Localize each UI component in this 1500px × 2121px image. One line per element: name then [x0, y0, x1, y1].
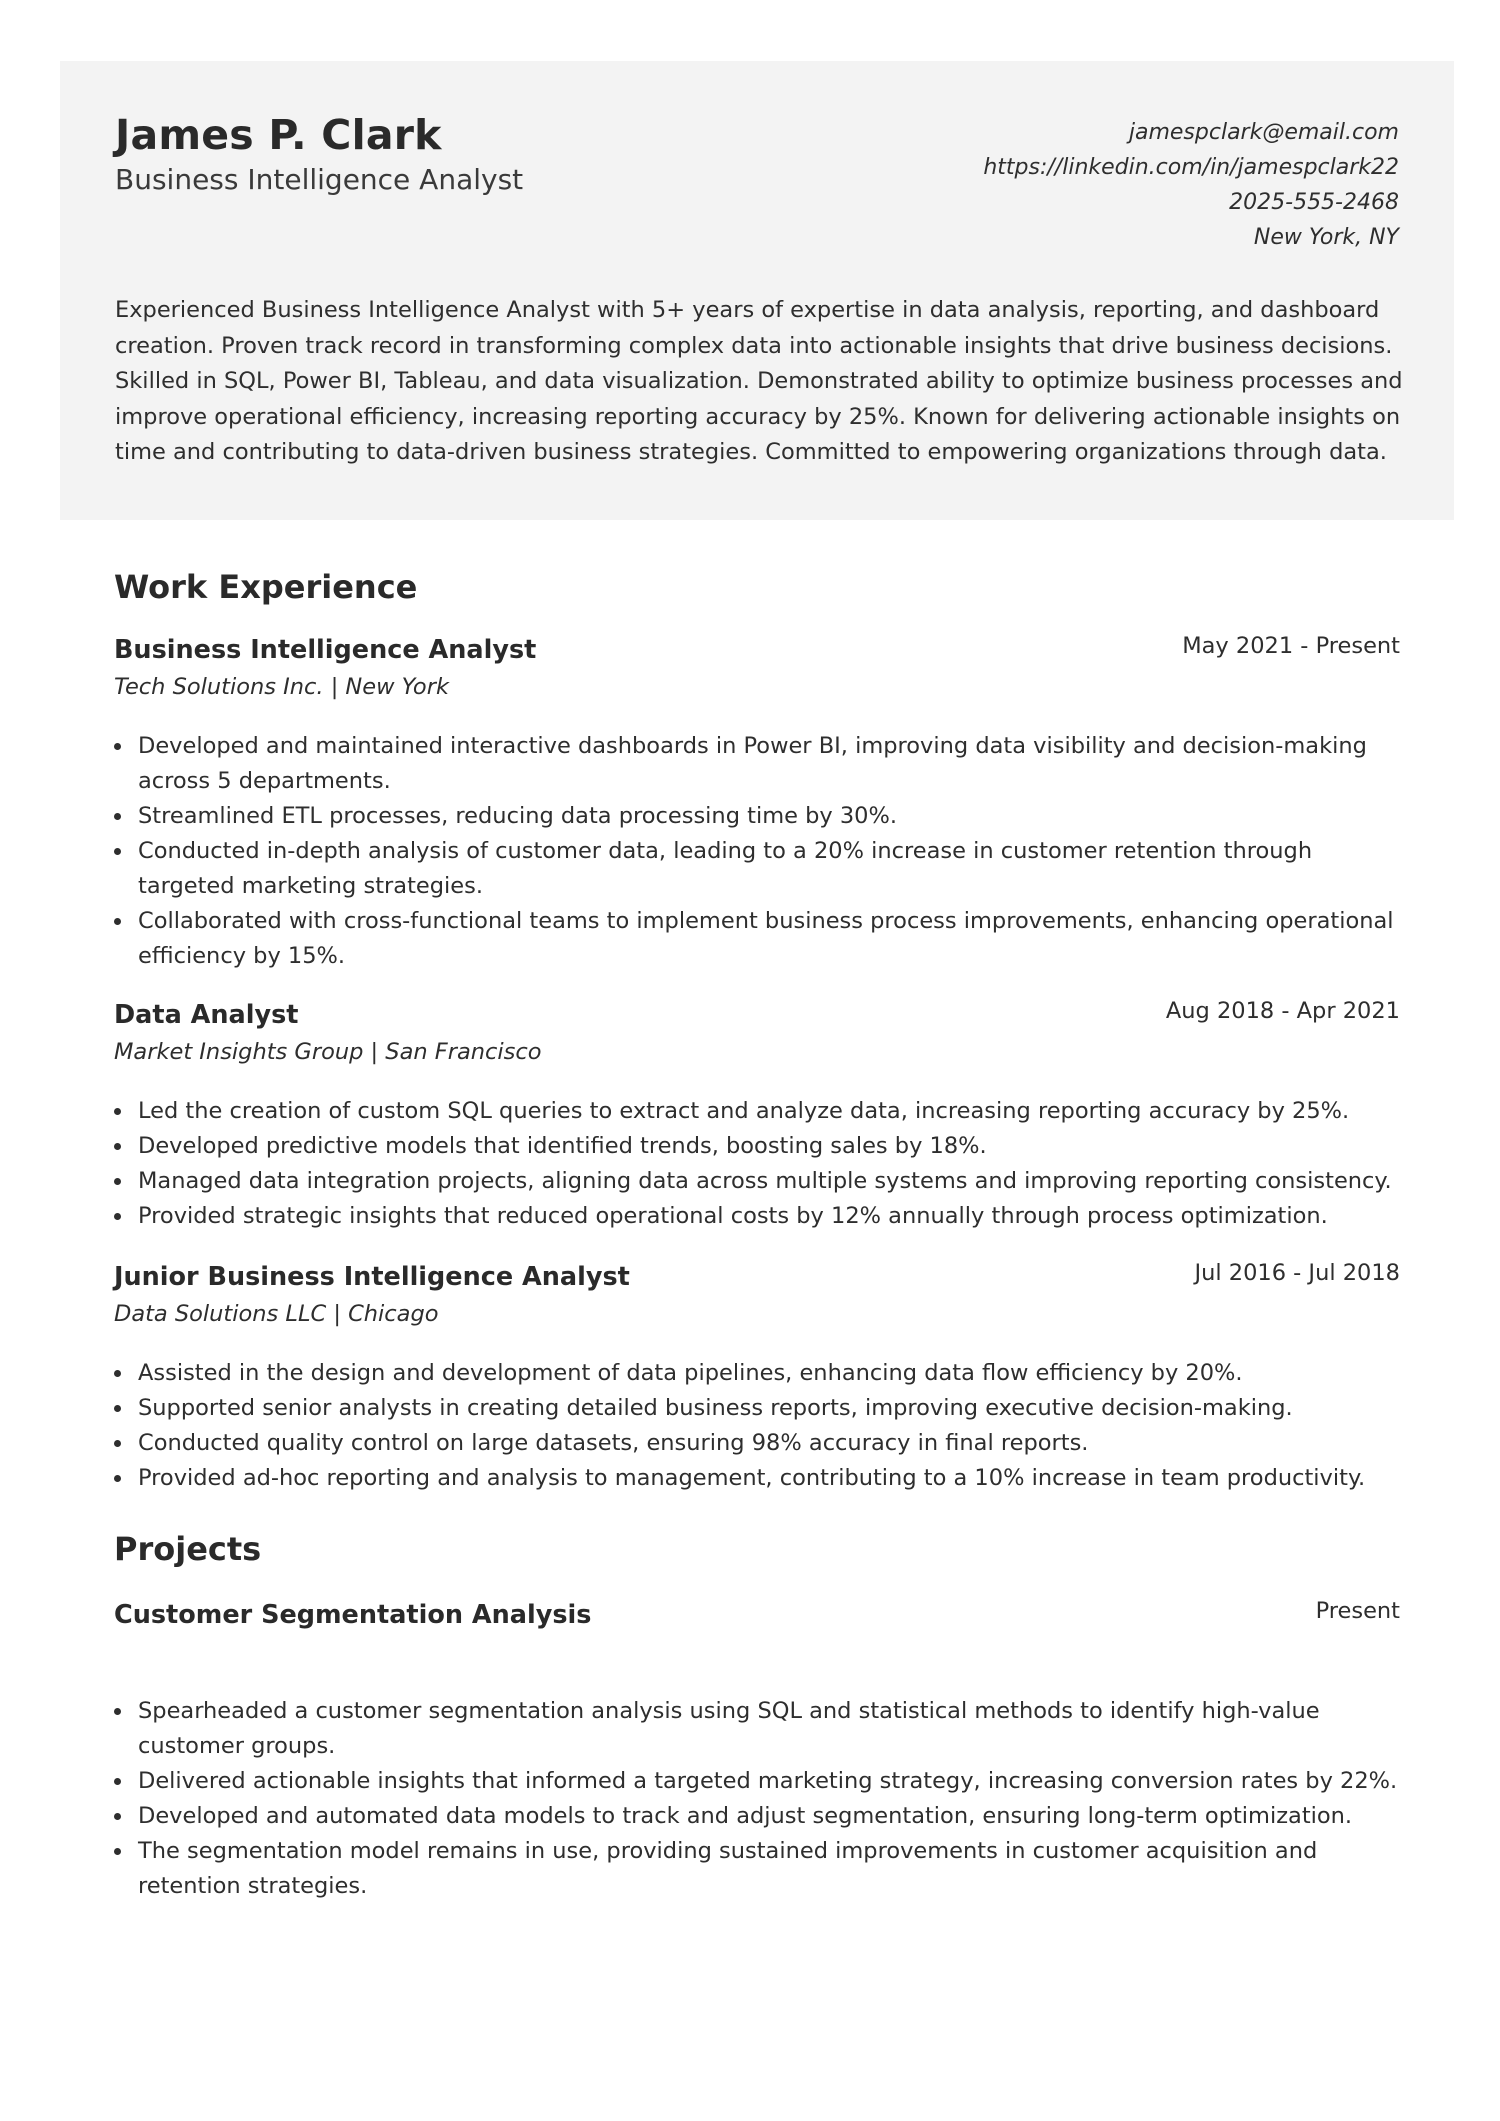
bullet-text: Assisted in the design and development of data pipelines, enhancing data flow efficiency by 20%.: [138, 1360, 1243, 1386]
bullet-text: Supported senior analysts in creating detailed business reports, improving executive decision-making.: [138, 1395, 1293, 1421]
contact-phone: 2025-555-2468: [1229, 190, 1399, 215]
bullet-dot-icon: [114, 918, 121, 925]
job-bullets: [114, 1356, 1404, 1496]
bullet-text: The segmentation model remains in use, providing sustained improvements in customer acquisition and retention strategies.: [138, 1838, 1318, 1899]
job-bullets: [114, 1094, 1404, 1234]
professional-summary: Experienced Business Intelligence Analyst with 5+ years of expertise in data analysis, reporting, and dashboard creation. Proven track record in transforming complex data into actionable insights that drive business decisions. Skilled in SQL, Power BI, Tableau, and data visualization. Demonstrated ability to optimize business processes and improve operational efficiency, increasing reporting accuracy by 25%. Known for delivering actionable insights on time and contributing to data-driven business strategies. Committed to empowering organizations through data.: [115, 297, 1403, 465]
bullet-dot-icon: [114, 1213, 121, 1220]
job-dates: May 2021 - Present: [1182, 633, 1400, 659]
list-item: [114, 1426, 1404, 1461]
list-item: [114, 729, 1404, 799]
bullet-text: Conducted in-depth analysis of customer data, leading to a 20% increase in customer retention through targeted marketing strategies.: [138, 838, 1313, 899]
list-item: [114, 1764, 1404, 1799]
list-item: [114, 904, 1404, 974]
job-bullets: [114, 729, 1404, 974]
list-item: [114, 1391, 1404, 1426]
list-item: [114, 1164, 1404, 1199]
bullet-text: Developed predictive models that identified trends, boosting sales by 18%.: [138, 1133, 987, 1159]
list-item: [114, 1094, 1404, 1129]
bullet-dot-icon: [114, 848, 121, 855]
job-company: Market Insights Group | San Francisco: [114, 1039, 542, 1065]
list-item: [114, 1356, 1404, 1391]
bullet-text: Spearheaded a customer segmentation analysis using SQL and statistical methods to identify high-value customer groups.: [138, 1698, 1320, 1759]
bullet-text: Led the creation of custom SQL queries to extract and analyze data, increasing reporting accuracy by 25%.: [138, 1098, 1350, 1124]
candidate-name: James P. Clark: [115, 111, 442, 159]
bullet-dot-icon: [114, 743, 121, 750]
list-item: [114, 1199, 1404, 1234]
bullet-text: Delivered actionable insights that informed a targeted marketing strategy, increasing conversion rates by 22%.: [138, 1768, 1398, 1794]
bullet-dot-icon: [114, 1778, 121, 1785]
job-company: Tech Solutions Inc. | New York: [114, 674, 449, 700]
bullet-dot-icon: [114, 1143, 121, 1150]
bullet-text: Streamlined ETL processes, reducing data processing time by 30%.: [138, 803, 898, 829]
bullet-text: Managed data integration projects, aligning data across multiple systems and improving reporting consistency.: [138, 1168, 1392, 1194]
project-bullets: [114, 1694, 1404, 1904]
bullet-text: Developed and automated data models to track and adjust segmentation, ensuring long-term optimization.: [138, 1803, 1353, 1829]
section-title-projects: Projects: [114, 1530, 262, 1568]
job-title: Data Analyst: [114, 1000, 299, 1030]
contact-linkedin[interactable]: https://linkedin.com/in/jamespclark22: [983, 155, 1399, 180]
bullet-dot-icon: [114, 1708, 121, 1715]
list-item: [114, 1461, 1404, 1496]
bullet-text: Provided strategic insights that reduced operational costs by 12% annually through process optimization.: [138, 1203, 1328, 1229]
list-item: [114, 799, 1404, 834]
bullet-dot-icon: [114, 1848, 121, 1855]
contact-location: New York, NY: [1253, 225, 1399, 250]
list-item: [114, 1799, 1404, 1834]
bullet-text: Collaborated with cross-functional teams to implement business process improvements, enhancing operational efficiency by 15%.: [138, 908, 1394, 969]
job-title: Business Intelligence Analyst: [114, 635, 537, 665]
bullet-dot-icon: [114, 1475, 121, 1482]
bullet-dot-icon: [114, 1370, 121, 1377]
job-dates: Aug 2018 - Apr 2021: [1165, 998, 1400, 1024]
project-dates: Present: [1315, 1598, 1400, 1624]
list-item: [114, 834, 1404, 904]
header-panel: [60, 61, 1454, 520]
candidate-headline: Business Intelligence Analyst: [115, 163, 524, 196]
project-title: Customer Segmentation Analysis: [114, 1600, 592, 1630]
bullet-dot-icon: [114, 1440, 121, 1447]
bullet-dot-icon: [114, 1405, 121, 1412]
bullet-dot-icon: [114, 1178, 121, 1185]
job-company: Data Solutions LLC | Chicago: [114, 1301, 439, 1327]
bullet-dot-icon: [114, 813, 121, 820]
bullet-dot-icon: [114, 1108, 121, 1115]
bullet-text: Developed and maintained interactive dashboards in Power BI, improving data visibility and decision-making across 5 departments.: [138, 733, 1367, 794]
job-dates: Jul 2016 - Jul 2018: [1194, 1260, 1400, 1286]
contact-email[interactable]: jamespclark@email.com: [1128, 120, 1399, 145]
contact-block: [983, 115, 1399, 255]
bullet-text: Provided ad-hoc reporting and analysis to management, contributing to a 10% increase in team productivity.: [138, 1465, 1366, 1491]
list-item: [114, 1694, 1404, 1764]
job-title: Junior Business Intelligence Analyst: [114, 1262, 630, 1292]
bullet-text: Conducted quality control on large datasets, ensuring 98% accuracy in final reports.: [138, 1430, 1089, 1456]
list-item: [114, 1834, 1404, 1904]
section-title-work-experience: Work Experience: [114, 568, 418, 606]
list-item: [114, 1129, 1404, 1164]
bullet-dot-icon: [114, 1813, 121, 1820]
